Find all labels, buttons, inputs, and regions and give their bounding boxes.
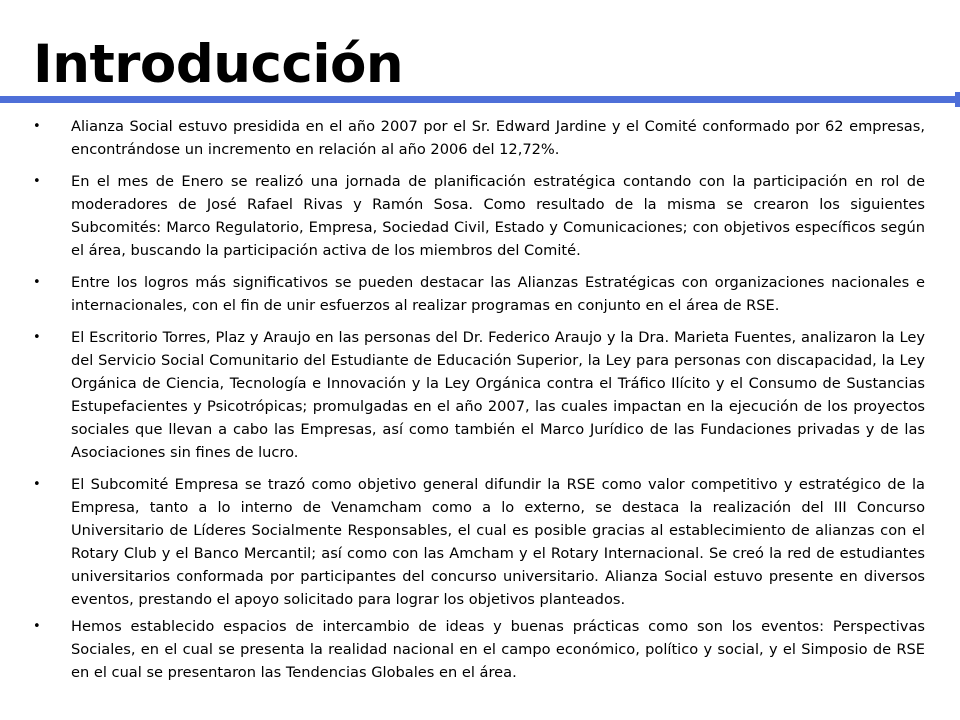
bullet-marker: • [33,275,41,290]
bullet-marker: • [33,174,41,189]
bullet-marker: • [33,619,41,634]
bullet-item [33,473,925,611]
bullet-marker: • [33,330,41,345]
bullet-item [33,115,925,161]
title-underline-tail [955,92,960,107]
slide-title: Introducción [33,34,404,95]
bullet-list [33,115,925,693]
bullet-text: El Escritorio Torres, Plaz y Araujo en las personas del Dr. Federico Araujo y la Dra. Marieta Fuentes, analizaron la Ley del Servicio Social Comunitario del Estudiante de Educación Superior, la Ley para personas con discapacidad, la Ley Orgánica de Ciencia, Tecnología e Innovación y la Ley Orgánica contra el Tráfico Ilícito y el Consumo de Sustancias Estupefacientes y Psicotrópicas; promulgadas en el año 2007, las cuales impactan en la ejecución de los proyectos sociales que llevan a cabo las Empresas, así como también el Marco Jurídico de las Fundaciones privadas y de las Asociaciones sin fines de lucro. [71,329,925,461]
bullet-text: En el mes de Enero se realizó una jornada de planificación estratégica contando con la participación en rol de moderadores de José Rafael Rivas y Ramón Sosa. Como resultado de la misma se crearon los siguientes Subcomités: Marco Regulatorio, Empresa, Sociedad Civil, Estado y Comunicaciones; con objetivos específicos según el área, buscando la participación activa de los miembros del Comité. [71,173,925,259]
bullet-item [33,615,925,684]
title-underline [0,96,960,103]
bullet-item [33,326,925,464]
bullet-text: El Subcomité Empresa se trazó como objetivo general difundir la RSE como valor competitivo y estratégico de la Empresa, tanto a lo interno de Venamcham como a lo externo, se destaca la realización del III Concurso Universitario de Líderes Socialmente Responsables, el cual es posible gracias al establecimiento de alianzas con el Rotary Club y el Banco Mercantil; así como con las Amcham y el Rotary Internacional. Se creó la red de estudiantes universitarios conformada por participantes del concurso universitario. Alianza Social estuvo presente en diversos eventos, prestando el apoyo solicitado para lograr los objetivos planteados. [71,476,925,608]
bullet-marker: • [33,119,41,134]
bullet-item [33,170,925,262]
bullet-text: Entre los logros más significativos se pueden destacar las Alianzas Estratégicas con organizaciones nacionales e internacionales, con el fin de unir esfuerzos al realizar programas en conjunto en el área de RSE. [71,274,925,314]
bullet-text: Hemos establecido espacios de intercambio de ideas y buenas prácticas como son los eventos: Perspectivas Sociales, en el cual se presenta la realidad nacional en el campo económico, político y social, y el Simposio de RSE en el cual se presentaron las Tendencias Globales en el área. [71,618,925,681]
bullet-text: Alianza Social estuvo presidida en el año 2007 por el Sr. Edward Jardine y el Comité conformado por 62 empresas, encontrándose un incremento en relación al año 2006 del 12,72%. [71,118,925,158]
bullet-marker: • [33,477,41,492]
bullet-item [33,271,925,317]
